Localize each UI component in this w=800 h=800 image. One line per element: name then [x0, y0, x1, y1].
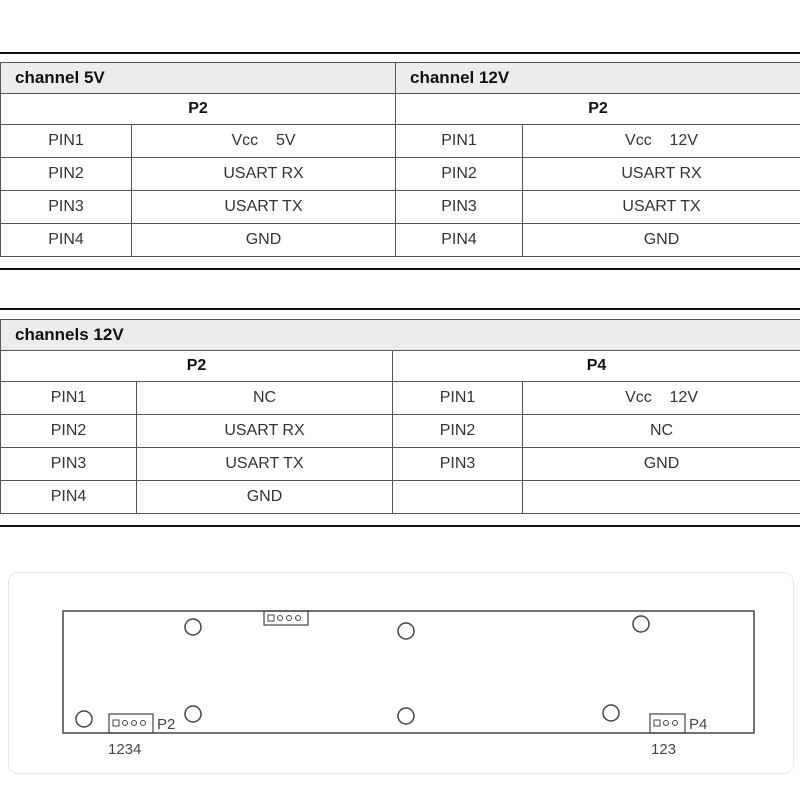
- pin-label: PIN2: [393, 415, 523, 448]
- pin-label: PIN1: [1, 125, 132, 158]
- pin-value: NC: [523, 415, 800, 448]
- mounting-hole: [76, 711, 92, 727]
- pin-label: PIN3: [1, 191, 132, 224]
- pin-label: PIN4: [1, 481, 137, 514]
- pin-label: PIN1: [396, 125, 523, 158]
- pin-label: PIN3: [393, 448, 523, 481]
- pin-value: GND: [137, 481, 393, 514]
- mounting-hole: [398, 623, 414, 639]
- header-channels-12v: channels 12V: [1, 320, 800, 351]
- pin-value: Vcc 12V: [523, 382, 800, 415]
- connector-left: P2: [1, 94, 396, 125]
- pin-value: GND: [132, 224, 396, 257]
- pin-value: USART TX: [137, 448, 393, 481]
- mounting-hole: [185, 706, 201, 722]
- top-connector: [264, 611, 308, 625]
- pin-label: PIN2: [396, 158, 523, 191]
- pin-value: USART RX: [132, 158, 396, 191]
- connector-right: P4: [393, 351, 800, 382]
- pin-value: USART RX: [523, 158, 800, 191]
- mounting-hole: [633, 616, 649, 632]
- pin-label: PIN2: [1, 415, 137, 448]
- p2-connector: [109, 714, 153, 733]
- pin-label: PIN1: [393, 382, 523, 415]
- pin-label: PIN4: [1, 224, 132, 257]
- p4-connector: [650, 714, 685, 733]
- header-channel-12v: channel 12V: [396, 63, 800, 94]
- pin-label: PIN3: [1, 448, 137, 481]
- pin-value: GND: [523, 224, 800, 257]
- pin-value: Vcc 5V: [132, 125, 396, 158]
- pin-label: PIN1: [1, 382, 137, 415]
- mounting-hole: [603, 705, 619, 721]
- pin-value: USART TX: [523, 191, 800, 224]
- pin-label: PIN4: [396, 224, 523, 257]
- pin-label: PIN3: [396, 191, 523, 224]
- pin-value: USART TX: [132, 191, 396, 224]
- mounting-hole: [398, 708, 414, 724]
- p4-label: P4: [689, 716, 708, 733]
- pin-label: PIN2: [1, 158, 132, 191]
- pin-value: Vcc 12V: [523, 125, 800, 158]
- connector-right: P2: [396, 94, 800, 125]
- header-channel-5v: channel 5V: [1, 63, 396, 94]
- p2-label: P2: [157, 716, 176, 733]
- pin-value: USART RX: [137, 415, 393, 448]
- p4-pin-numbers: 123: [651, 741, 677, 758]
- p2-pin-numbers: 1234: [108, 741, 142, 758]
- pin-value: GND: [523, 448, 800, 481]
- mounting-hole: [185, 619, 201, 635]
- pin-value: NC: [137, 382, 393, 415]
- connector-left: P2: [1, 351, 393, 382]
